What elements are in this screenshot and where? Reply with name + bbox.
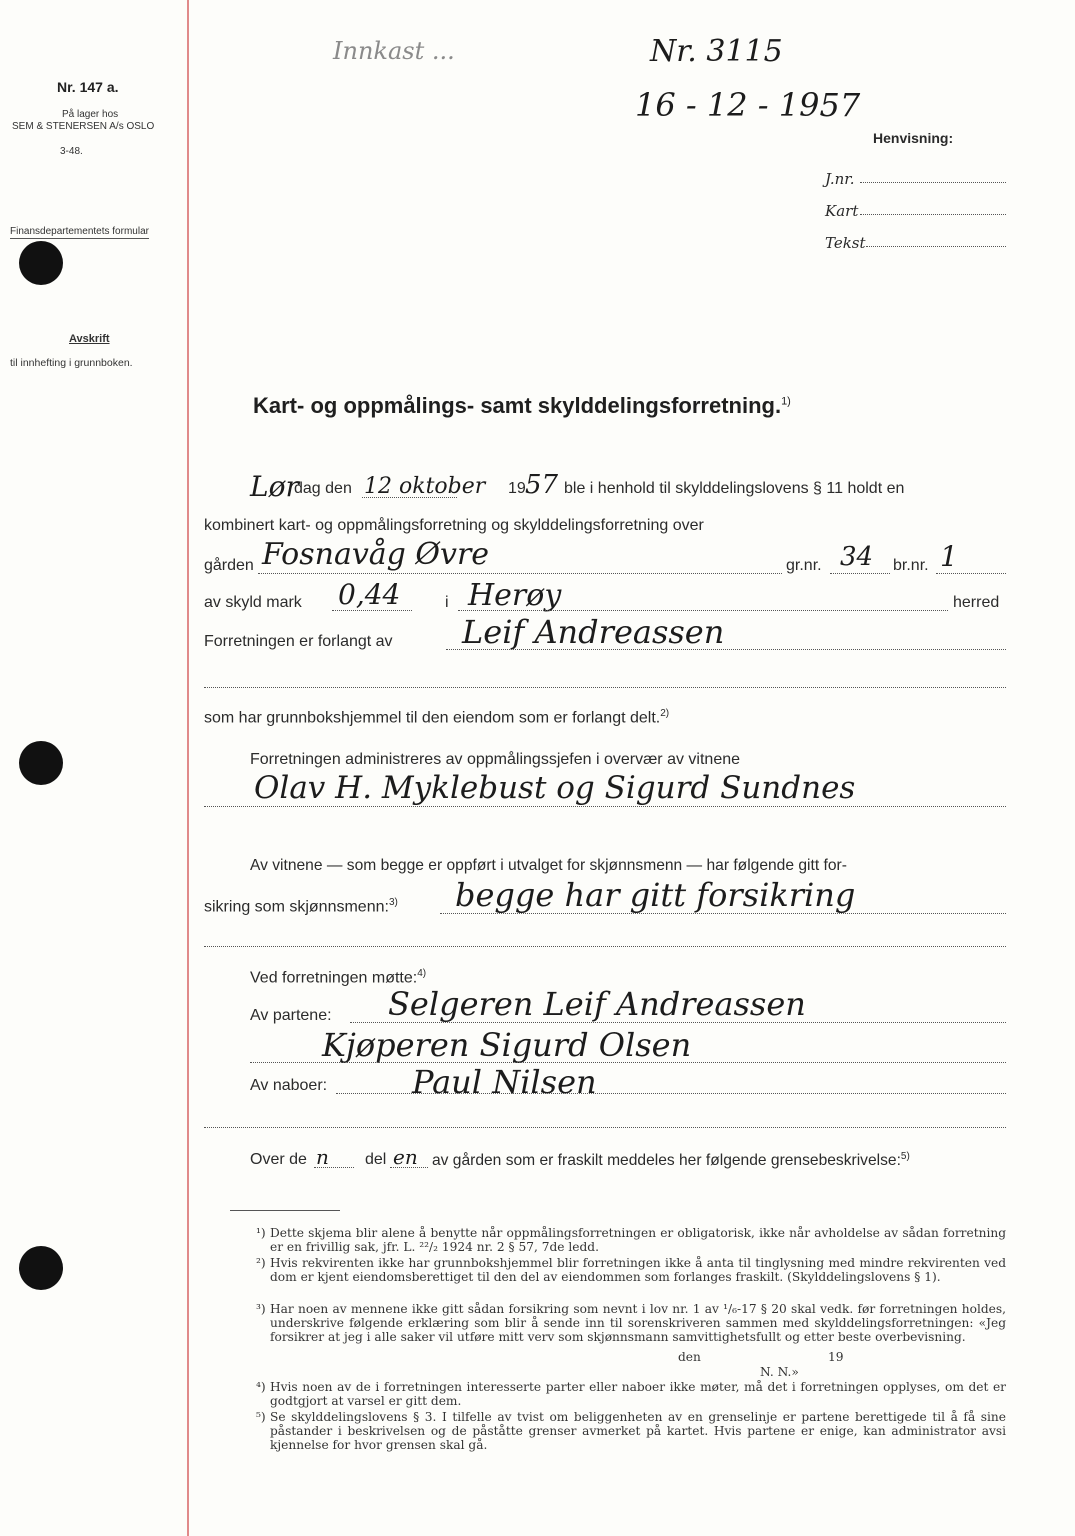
footnote-3-den: den	[678, 1350, 701, 1364]
over-de-label: Over de	[250, 1151, 307, 1168]
dag-den-label: dag den	[294, 480, 352, 497]
henvisning-label: Henvisning:	[873, 130, 954, 146]
skyld-handwritten: 0,44	[338, 578, 401, 611]
jnr-line	[860, 182, 1006, 183]
blank-line-2	[204, 946, 1006, 947]
paragraph-line2: kombinert kart- og oppmålingsforretning og skylddelingsforretning over	[204, 517, 704, 534]
vitner-note: 3)	[388, 897, 398, 908]
footnote-1-num: ¹)	[256, 1226, 266, 1240]
grnr-line	[830, 573, 890, 574]
naboer-line	[336, 1093, 1006, 1094]
witnesses-handwritten: Olav H. Myklebust og Sigurd Sundnes	[254, 770, 856, 806]
footnote-2-text: Hvis rekvirenten ikke har grunnbokshjemmel blir forretningen ikke å anta til tinglysning med mindre rekvirenten ved dom er kjent eiendomsberettiget til den del av eiendommen som forlanges fraskilt. (Skylddelingslovens § 1).	[270, 1256, 1006, 1284]
publisher-line2: SEM & STENERSEN A/s OSLO	[12, 121, 155, 132]
brnr-label: br.nr.	[893, 557, 929, 574]
del-label: del	[365, 1151, 387, 1168]
blank-line-1	[204, 687, 1006, 688]
brnr-line	[936, 573, 1006, 574]
edition: 3-48.	[60, 146, 83, 157]
requester-handwritten: Leif Andreassen	[462, 613, 725, 651]
footnote-2-num: ²)	[256, 1256, 266, 1270]
day-handwritten: Lør	[250, 470, 299, 503]
year-prefix: 19	[508, 480, 526, 497]
handwritten-reference: Nr. 3115	[650, 34, 783, 69]
grense-sentence: av gården som er fraskilt meddeles her følgende grensebeskrivelse:	[432, 1152, 901, 1170]
witnesses-line	[204, 806, 1006, 807]
grunnbok-text	[204, 708, 669, 727]
footnote-3-text: Har noen av mennene ikke gitt sådan forsikring som nevnt i lov nr. 1 av ¹/₆-17 § 20 skal vedk. før forretningen holdes, underskrive følgende erklæring som blir å sende inn til sorenskriveren sammen med skylddelingsforretningen: «Jeg forsikrer at jeg i alle saker vil utføre mitt verv som skjønnsmann samvittighetsfullt og etter beste overbevisning.	[270, 1302, 1006, 1344]
over-handwritten-1: n	[316, 1145, 329, 1169]
herred-line	[458, 610, 948, 611]
handwritten-top-left: Innkast ...	[333, 37, 455, 65]
grense-text	[432, 1151, 910, 1170]
paragraph-line1: ble i henhold til skylddelingslovens § 11 holdt en	[564, 480, 905, 497]
over-line-2	[390, 1167, 428, 1168]
farm-handwritten: Fosnavåg Øvre	[262, 537, 490, 572]
grense-note: 5)	[900, 1151, 910, 1162]
herred-handwritten: Herøy	[468, 578, 562, 613]
handwritten-date: 16 - 12 - 1957	[635, 86, 861, 124]
footnote-5-num: ⁵)	[256, 1410, 266, 1424]
jnr-label: J.nr.	[825, 170, 855, 188]
vitner-line1: Av vitnene — som begge er oppført i utvalget for skjønnsmenn — har følgende gitt for-	[250, 857, 847, 874]
copy-subtitle: til innhefting i grunnboken.	[10, 357, 133, 369]
binder-hole-middle	[19, 741, 63, 785]
footnote-4-text: Hvis noen av de i forretningen interesserte parter eller naboer ikke møter, må det i forretningen opplyses, om det er godtgjort at varsel er gitt dem.	[270, 1380, 1006, 1408]
partene-label: Av partene:	[250, 1007, 332, 1024]
blank-line-3	[204, 1127, 1006, 1128]
forsikring-handwritten: begge har gitt forsikring	[455, 876, 856, 914]
footnote-4-num: ⁴)	[256, 1380, 266, 1394]
title-text: Kart- og oppmålings- samt skylddelingsforretning.	[253, 393, 782, 418]
grunnbok-note: 2)	[660, 708, 670, 719]
motte-text: Ved forretningen møtte:	[250, 969, 418, 987]
footnote-5-text: Se skylddelingslovens § 3. I tilfelle av tvist om beliggenheten av en grenselinje er partene berettigede til å få sine påstander i beskrivelsen og de påståtte grenser avmerket på kartet. Hvis partene er enige, kan administrator avsi kjennelse for hvor grensen skal gå.	[270, 1410, 1006, 1452]
skyld-line	[332, 610, 412, 611]
brnr-handwritten: 1	[940, 540, 958, 573]
grnr-handwritten: 34	[840, 542, 874, 572]
naboer-label: Av naboer:	[250, 1077, 328, 1094]
copy-title: Avskrift	[69, 333, 110, 345]
garden-label: gården	[204, 557, 254, 574]
publisher-line1: På lager hos	[62, 109, 119, 120]
footnote-3-signature: N. N.»	[760, 1365, 799, 1379]
admin-text: Forretningen administreres av oppmålingssjefen i overvær av vitnene	[250, 751, 741, 768]
margin-rule	[187, 0, 189, 1536]
partene-line	[350, 1022, 1006, 1023]
binder-hole-bottom	[19, 1246, 63, 1290]
buyer-line	[250, 1062, 1006, 1063]
kart-label: Kart	[825, 202, 859, 220]
document-title	[253, 393, 791, 419]
forlangt-line	[446, 649, 1006, 650]
buyer-handwritten: Kjøperen Sigurd Olsen	[322, 1026, 692, 1064]
grunnbok-sentence: som har grunnbokshjemmel til den eiendom som er forlangt delt.	[204, 709, 661, 727]
i-label: i	[445, 594, 449, 611]
herred-label: herred	[953, 594, 1000, 611]
forlangt-label: Forretningen er forlangt av	[204, 633, 393, 650]
seller-handwritten: Selgeren Leif Andreassen	[388, 985, 806, 1023]
motte-note: 4)	[417, 968, 427, 979]
footnote-1-text: Dette skjema blir alene å benytte når oppmålingsforretningen er obligatorisk, ikke når avholdelse av sådan forretning er en frivillig sak, jfr. L. ²²/₂ 1924 nr. 2 § 57, 7de ledd.	[270, 1226, 1006, 1254]
footnote-3-year: 19	[828, 1350, 844, 1364]
date-line	[362, 497, 457, 498]
forsikring-line	[440, 913, 1006, 914]
farm-line	[258, 573, 782, 574]
form-number: Nr. 147 a.	[57, 79, 119, 95]
over-handwritten-2: en	[393, 1145, 418, 1169]
tekst-line	[866, 246, 1006, 247]
grnr-label: gr.nr.	[786, 557, 822, 574]
vitner-line2-text: sikring som skjønnsmenn:	[204, 898, 389, 916]
footnote-3-num: ³)	[256, 1302, 266, 1316]
binder-hole-top	[19, 241, 63, 285]
date-handwritten: 12 oktober	[364, 474, 486, 499]
skyld-label: av skyld mark	[204, 594, 302, 611]
vitner-line2	[204, 897, 398, 916]
tekst-label: Tekst	[825, 234, 866, 252]
neighbor-handwritten: Paul Nilsen	[412, 1063, 597, 1101]
year-handwritten: 57	[525, 470, 559, 500]
footnote-divider	[230, 1210, 340, 1211]
kart-line	[860, 214, 1006, 215]
over-line-1	[314, 1167, 354, 1168]
ministry-form: Finansdepartementets formular	[10, 226, 149, 237]
title-note: 1)	[781, 395, 791, 408]
